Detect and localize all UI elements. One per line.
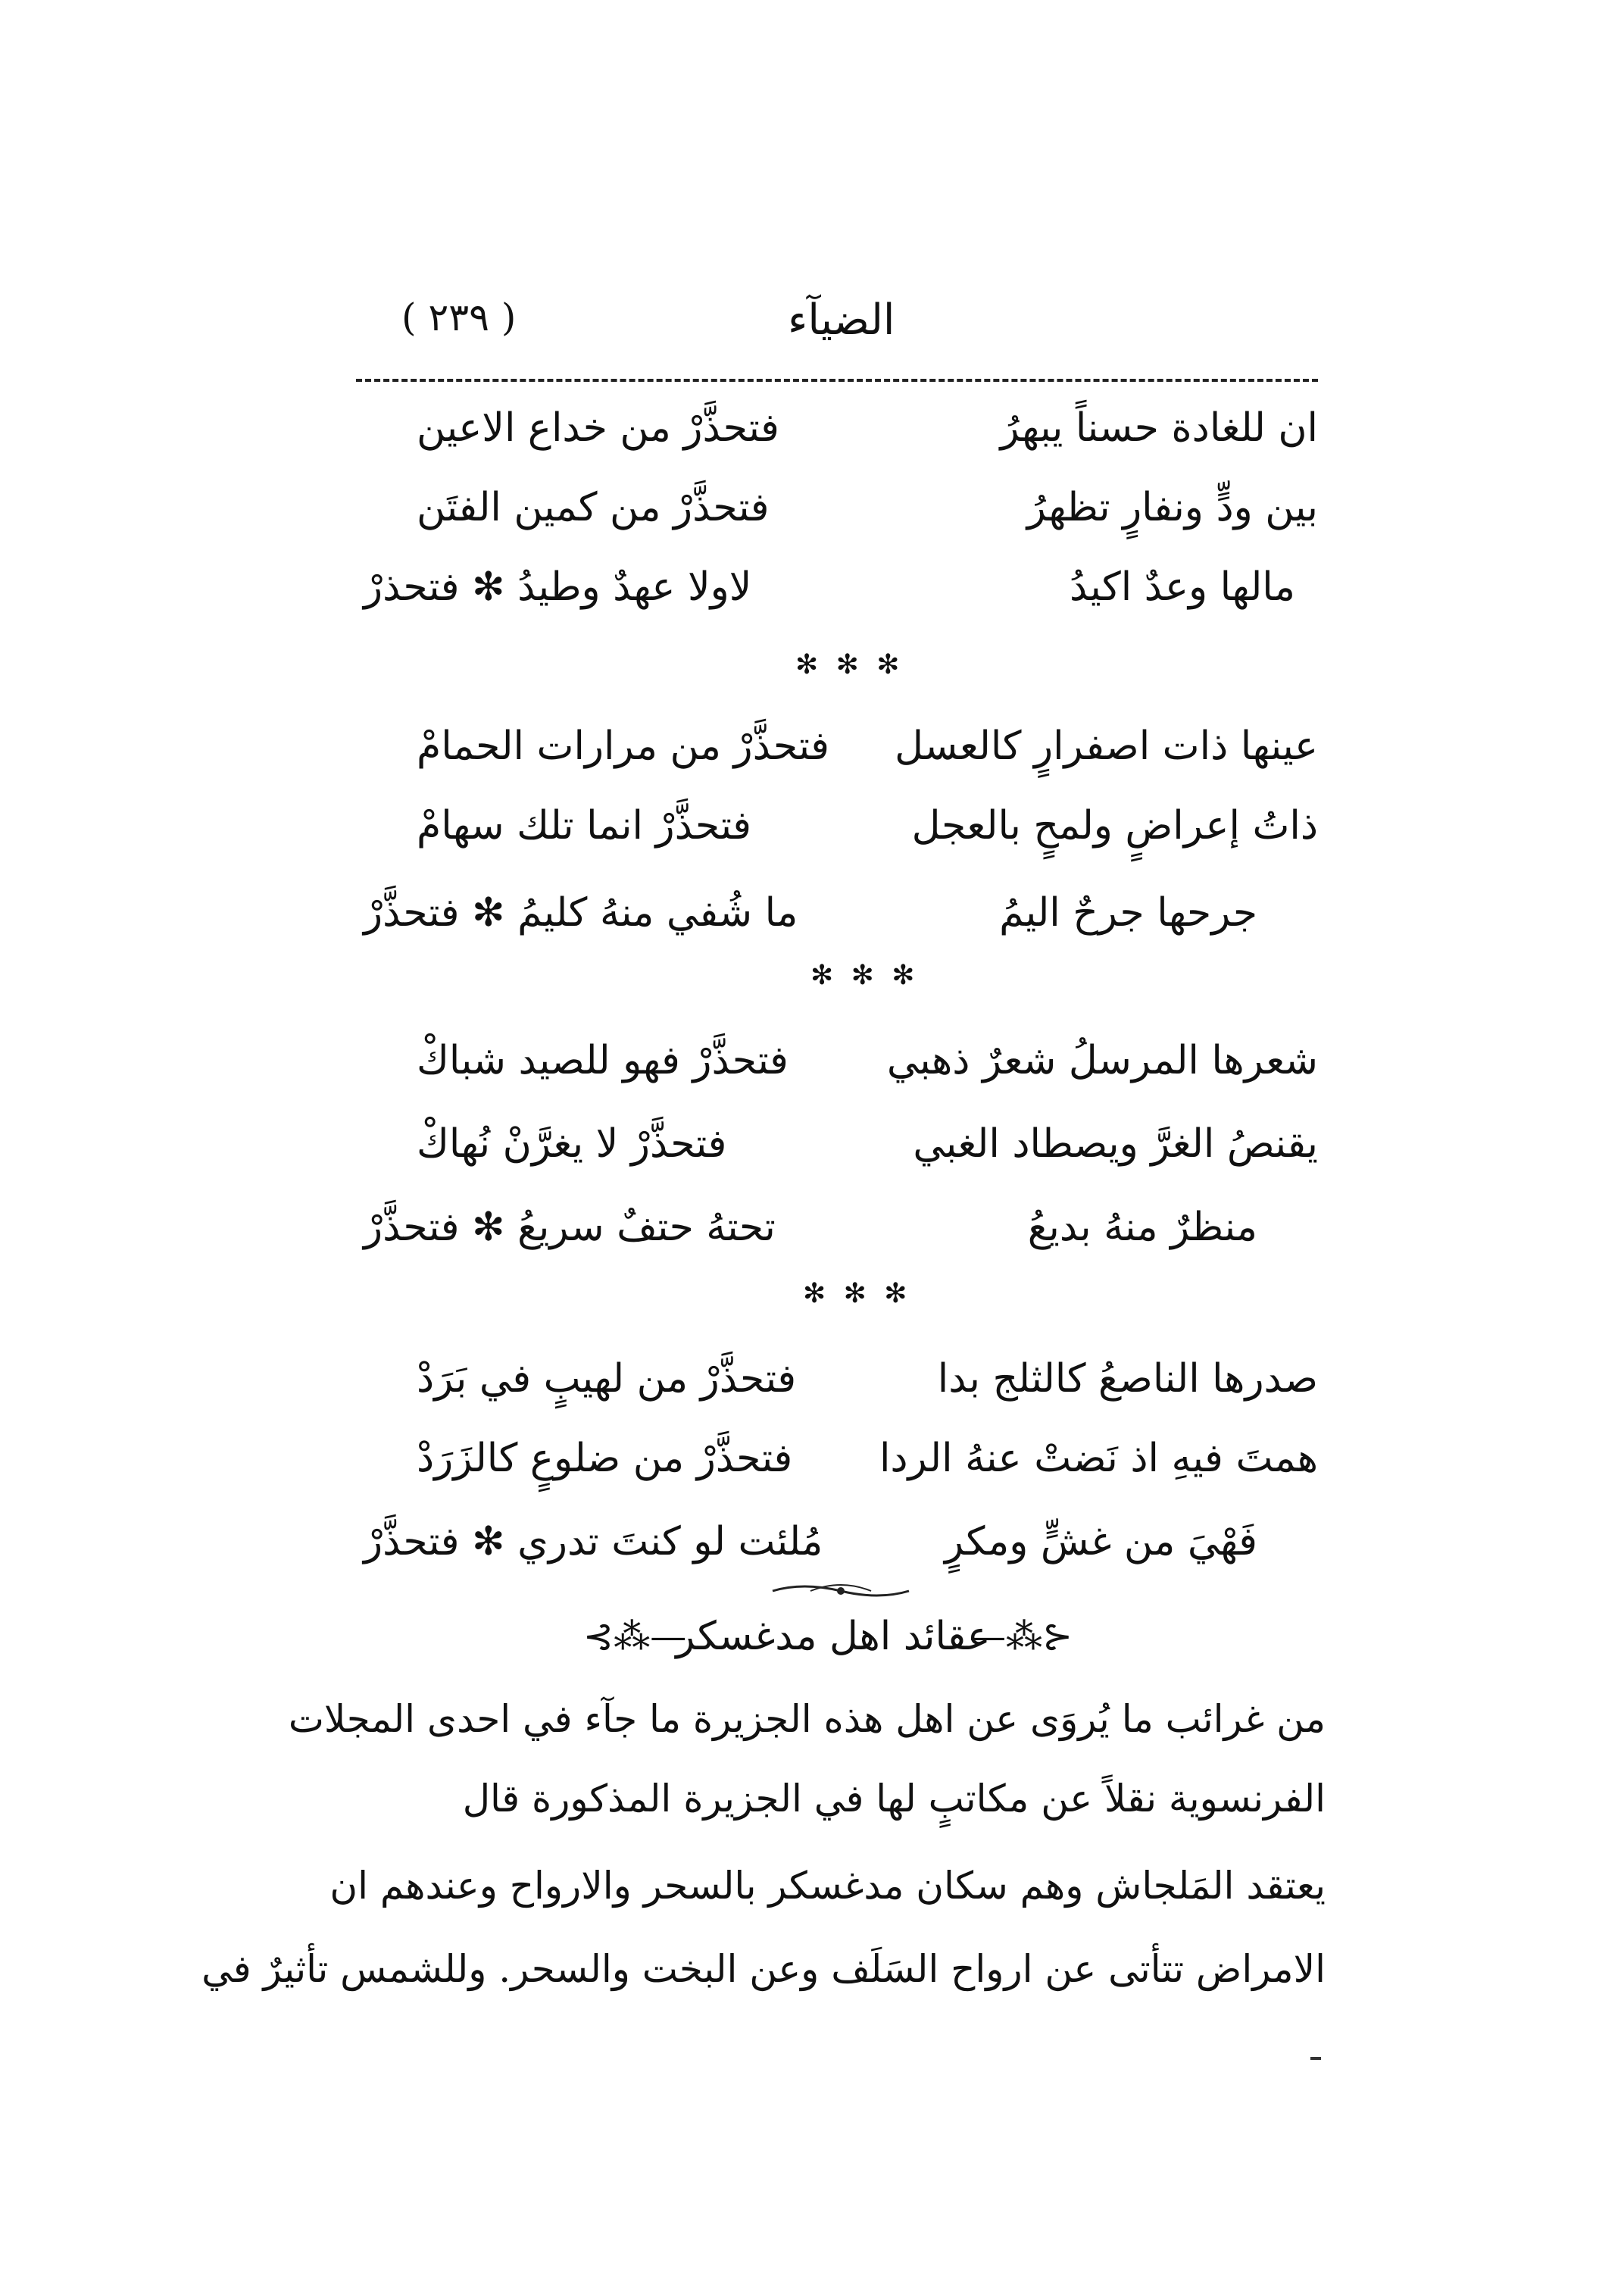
- ornament-divider: [765, 1576, 917, 1606]
- verse-right-hemistich: صدرها الناصعُ كالثلج بدا: [937, 1356, 1318, 1402]
- header-rule: [356, 379, 1318, 382]
- verse-right-hemistich: ذاتُ إعراضٍ ولمحٍ بالعجل: [911, 803, 1318, 849]
- verse-left-hemistich: فتحذَّرْ لا يغرَّنْ نُهاكْ: [417, 1121, 727, 1167]
- stanza-separator: ✻ ✻ ✻: [795, 649, 904, 680]
- printer-mark: [1310, 2057, 1321, 2060]
- verse-line: [364, 1519, 1318, 1580]
- section-title: عقائد اهل مدغسكر: [676, 1614, 991, 1659]
- verse-right-hemistich: شعرها المرسلُ شعرٌ ذهبي: [886, 1038, 1318, 1083]
- verse-left-hemistich: فتحذَّرْ من لهيبٍ في بَرَدْ: [417, 1356, 797, 1402]
- verse-right-hemistich: يقنصُ الغرَّ ويصطاد الغبي: [913, 1121, 1318, 1167]
- verse-line: [364, 890, 1318, 951]
- page-header: [379, 295, 1326, 356]
- verse-left-hemistich: فتحذَّرْ من مرارات الحمامْ: [417, 724, 830, 769]
- verse-line: [364, 724, 1318, 784]
- title-flourish-right-icon: —⁂⊱: [970, 1615, 1073, 1658]
- verse-left-hemistich: تحتهُ حتفٌ سريعُ ✻ فتحذَّرْ: [364, 1205, 776, 1250]
- verse-right-hemistich: ان للغادة حسناً يبهرُ: [1000, 405, 1318, 451]
- verse-left-hemistich: فتحذَّرْ انما تلك سهامْ: [417, 803, 752, 849]
- verse-right-hemistich: عينها ذات اصفرارٍ كالعسل: [895, 724, 1318, 769]
- verse-line: [364, 1356, 1318, 1417]
- verse-right-hemistich: منظرٌ منهُ بديعُ: [1027, 1205, 1257, 1250]
- verse-left-hemistich: فتحذَّرْ من كمين الفتَن: [417, 485, 770, 530]
- title-flourish-left-icon: ⊰⁂—: [583, 1615, 687, 1658]
- verse-line: [364, 1121, 1318, 1182]
- verse-line: [364, 405, 1318, 466]
- verse-line: [364, 1038, 1318, 1099]
- verse-right-hemistich: فَهْيَ من غشٍّ ومكرٍ: [944, 1519, 1257, 1564]
- verse-line: [364, 485, 1318, 545]
- verse-right-hemistich: جرحها جرحٌ اليمُ: [999, 890, 1257, 936]
- journal-title: الضيآء: [788, 295, 895, 345]
- paragraph-line: يعتقد المَلجاش وهم سكان مدغسكر بالسحر والارواح وعندهم ان: [329, 1864, 1326, 1908]
- paragraph-line: الفرنسوية نقلاً عن مكاتبٍ لها في الجزيرة المذكورة قال: [462, 1777, 1326, 1821]
- verse-right-hemistich: مالها وعدٌ اكيدُ: [1069, 564, 1295, 610]
- page-number: ( ٢٣٩ ): [401, 295, 517, 339]
- verse-line: [364, 1205, 1318, 1265]
- verse-left-hemistich: فتحذَّرْ من ضلوعٍ كالزَرَدْ: [417, 1436, 793, 1481]
- verse-left-hemistich: فتحذَّرْ من خداع الاعين: [417, 405, 779, 451]
- verse-left-hemistich: مُلئت لو كنتَ تدري ✻ فتحذَّرْ: [364, 1519, 823, 1564]
- verse-left-hemistich: ما شُفي منهُ كليمُ ✻ فتحذَّرْ: [364, 890, 798, 936]
- stanza-separator: ✻ ✻ ✻: [803, 1278, 912, 1309]
- paragraph-line: الامراض تتأتى عن ارواح السَلَف وعن البخت والسحر. وللشمس تأثيرٌ في: [201, 1947, 1326, 1991]
- verse-line: [364, 564, 1318, 625]
- verse-right-hemistich: بين ودٍّ ونفارٍ تظهرُ: [1026, 485, 1318, 530]
- verse-line: [364, 1436, 1318, 1496]
- verse-left-hemistich: لاولا عهدٌ وطيدُ ✻ فتحذرْ: [364, 564, 752, 610]
- verse-right-hemistich: همتَ فيهِ اذ نَضتْ عنهُ الردا: [879, 1436, 1318, 1481]
- paragraph-line: من غرائب ما يُروَى عن اهل هذه الجزيرة ما جآء في احدى المجلات: [288, 1697, 1326, 1741]
- verse-line: [364, 803, 1318, 864]
- stanza-separator: ✻ ✻ ✻: [810, 960, 920, 991]
- verse-left-hemistich: فتحذَّرْ فهو للصيد شباكْ: [417, 1038, 789, 1083]
